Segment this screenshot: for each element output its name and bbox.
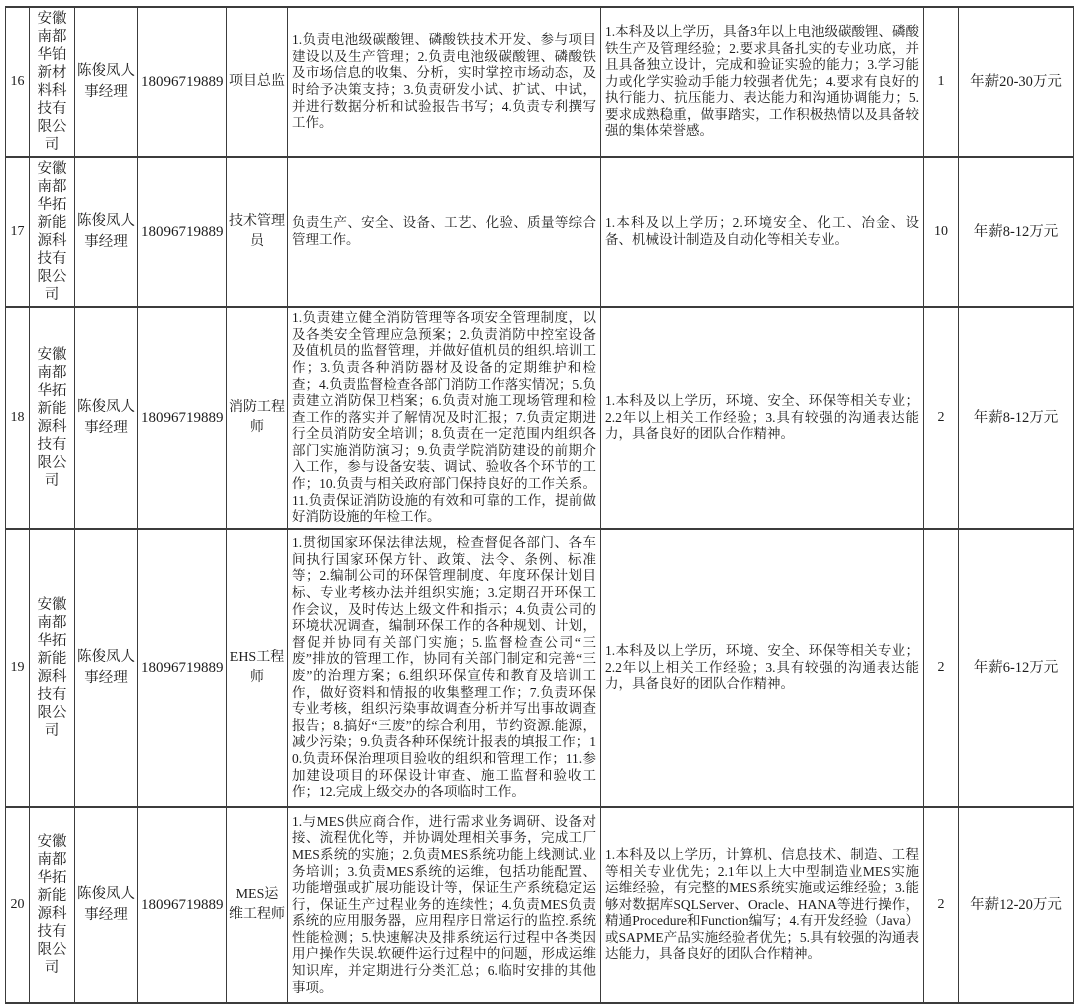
headcount: 2 (924, 807, 959, 1003)
job-duties: 1.与MES供应商合作，进行需求业务调研、设备对接、流程优化等，并协调处理相关事务，完成工厂MES系统的实施；2.负责MES系统功能上线测试.业务培训；3.负责MES系统的运维，包括功能配置、功能增强或扩展功能设计等，保证生产系统稳定运行，保证生产过程业务的连续性；4.负责MES负责系统的应用服务器，应用程序日常运行的监控.系统性能检测；5.快速解决及排系统运行过程中各类因用户操作失误.软硬件运行过程中的问题，形成运维知识库，并定期进行分类汇总；6.临时安排的其他事项。 (288, 807, 601, 1003)
job-duties: 1.负责电池级碳酸锂、磷酸铁技术开发、参与项目建设以及生产管理；2.负责电池级碳酸锂、磷酸铁及市场信息的收集、分析，实时掌控市场动态，及时给予决策支持；3.负责研发小试、扩试、中试，并进行数据分析和试验报告书写；4.负责专利撰写工作。 (288, 7, 601, 157)
headcount: 10 (924, 157, 959, 307)
contact-person: 陈俊凤人事经理 (75, 307, 138, 529)
contact-phone: 18096719889 (138, 7, 227, 157)
company-name: 安徽南都华拓新能源科技有限公司 (30, 529, 75, 807)
job-table-row (6, 7, 1074, 157)
headcount: 2 (924, 307, 959, 529)
job-requirements: 1.本科及以上学历，计算机、信息技术、制造、工程等相关专业优先；2.1年以上大中型制造业MES实施运维经验，有完整的MES系统实施或运维经验；3.能够对数据库SQLServer、Oracle、HANA等进行操作，精通Procedure和Function编写；4.有开发经验（Java）或SAPME产品实施经验者优先；5.具有较强的沟通表达能力，具备良好的团队合作精神。 (601, 807, 924, 1003)
row-number: 18 (6, 307, 30, 529)
job-duties: 1.贯彻国家环保法律法规，检查督促各部门、各车间执行国家环保方针、政策、法令、条例、标准等；2.编制公司的环保管理制度、年度环保计划目标、专业考核办法并组织实施；3.定期召开环保工作会议，及时传达上级文件和指示；4.负责公司的环境状况调查，编制环保工作的各种规划、计划，督促并协同有关部门实施；5.监督检查公司“三废”排放的管理工作，协同有关部门制定和完善“三废”的治理方案；6.组织环保宣传和教育及培训工作，做好资料和情报的收集整理工作；7.负责环保专业考核，组织污染事故调查分析并写出事故调查报告；8.搞好“三废”的综合利用，节约资源.能源，减少污染；9.负责各种环保统计报表的填报工作；10.负责环保治理项目验收的组织和管理工作；11.参加建设项目的环保设计审查、施工监督和验收工作；12.完成上级交办的各项临时工作。 (288, 529, 601, 807)
job-duties: 1.负责建立健全消防管理等各项安全管理制度，以及各类安全管理应急预案；2.负责消防中控室设备及值机员的监督管理，并做好值机员的组织.培训工作；3.负责各种消防器材及设备的定期维护和检查；4.负责监督检查各部门消防工作落实情况；5.负责建立消防保卫档案；6.负责对施工现场管理和检查工作的落实并了解情况及时汇报；7.负责定期进行全员消防安全培训；8.负责在一定范围内组织各部门实施消防演习；9.负责学院消防建设的前期介入工作，参与设备安装、调试、验收各个环节的工作；10.负责与相关政府部门保持良好的工作关系。11.负责保证消防设施的有效和可靠的工作，提前做好消防设施的年检工作。 (288, 307, 601, 529)
company-name: 安徽南都华铂新材料科技有限公司 (30, 7, 75, 157)
company-name: 安徽南都华拓新能源科技有限公司 (30, 307, 75, 529)
contact-phone: 18096719889 (138, 807, 227, 1003)
contact-person: 陈俊凤人事经理 (75, 157, 138, 307)
contact-person: 陈俊凤人事经理 (75, 807, 138, 1003)
row-number: 20 (6, 807, 30, 1003)
job-table-row (6, 529, 1074, 807)
job-position: 技术管理员 (227, 157, 288, 307)
headcount: 1 (924, 7, 959, 157)
job-requirements: 1.本科及以上学历，环境、安全、环保等相关专业；2.2年以上相关工作经验；3.具有较强的沟通表达能力，具备良好的团队合作精神。 (601, 529, 924, 807)
company-name: 安徽南都华拓新能源科技有限公司 (30, 157, 75, 307)
salary: 年薪8-12万元 (959, 307, 1074, 529)
contact-phone: 18096719889 (138, 157, 227, 307)
job-position: MES运维工程师 (227, 807, 288, 1003)
salary: 年薪8-12万元 (959, 157, 1074, 307)
row-number: 17 (6, 157, 30, 307)
job-duties: 负责生产、安全、设备、工艺、化验、质量等综合管理工作。 (288, 157, 601, 307)
job-requirements: 1.本科及以上学历；2.环境安全、化工、冶金、设备、机械设计制造及自动化等相关专业。 (601, 157, 924, 307)
contact-phone: 18096719889 (138, 307, 227, 529)
job-table-row (6, 307, 1074, 529)
job-requirements: 1.本科及以上学历，具备3年以上电池级碳酸锂、磷酸铁生产及管理经验；2.要求具备扎实的专业功底，并且具备独立设计，完成和验证实验的能力；3.学习能力或化学实验动手能力较强者优先；4.要求有良好的执行能力、抗压能力、表达能力和沟通协调能力；5.要求成熟稳重，做事踏实，工作积极热情以及具备较强的集体荣誉感。 (601, 7, 924, 157)
job-position: 消防工程师 (227, 307, 288, 529)
contact-phone: 18096719889 (138, 529, 227, 807)
headcount: 2 (924, 529, 959, 807)
company-name: 安徽南都华拓新能源科技有限公司 (30, 807, 75, 1003)
row-number: 19 (6, 529, 30, 807)
contact-person: 陈俊凤人事经理 (75, 529, 138, 807)
job-table-row (6, 157, 1074, 307)
salary: 年薪6-12万元 (959, 529, 1074, 807)
salary: 年薪12-20万元 (959, 807, 1074, 1003)
contact-person: 陈俊凤人事经理 (75, 7, 138, 157)
job-listings-table (5, 6, 1074, 1004)
salary: 年薪20-30万元 (959, 7, 1074, 157)
job-table-row (6, 807, 1074, 1003)
job-requirements: 1.本科及以上学历，环境、安全、环保等相关专业；2.2年以上相关工作经验；3.具有较强的沟通表达能力，具备良好的团队合作精神。 (601, 307, 924, 529)
job-position: EHS工程师 (227, 529, 288, 807)
job-position: 项目总监 (227, 7, 288, 157)
row-number: 16 (6, 7, 30, 157)
job-table-body (6, 7, 1074, 1003)
